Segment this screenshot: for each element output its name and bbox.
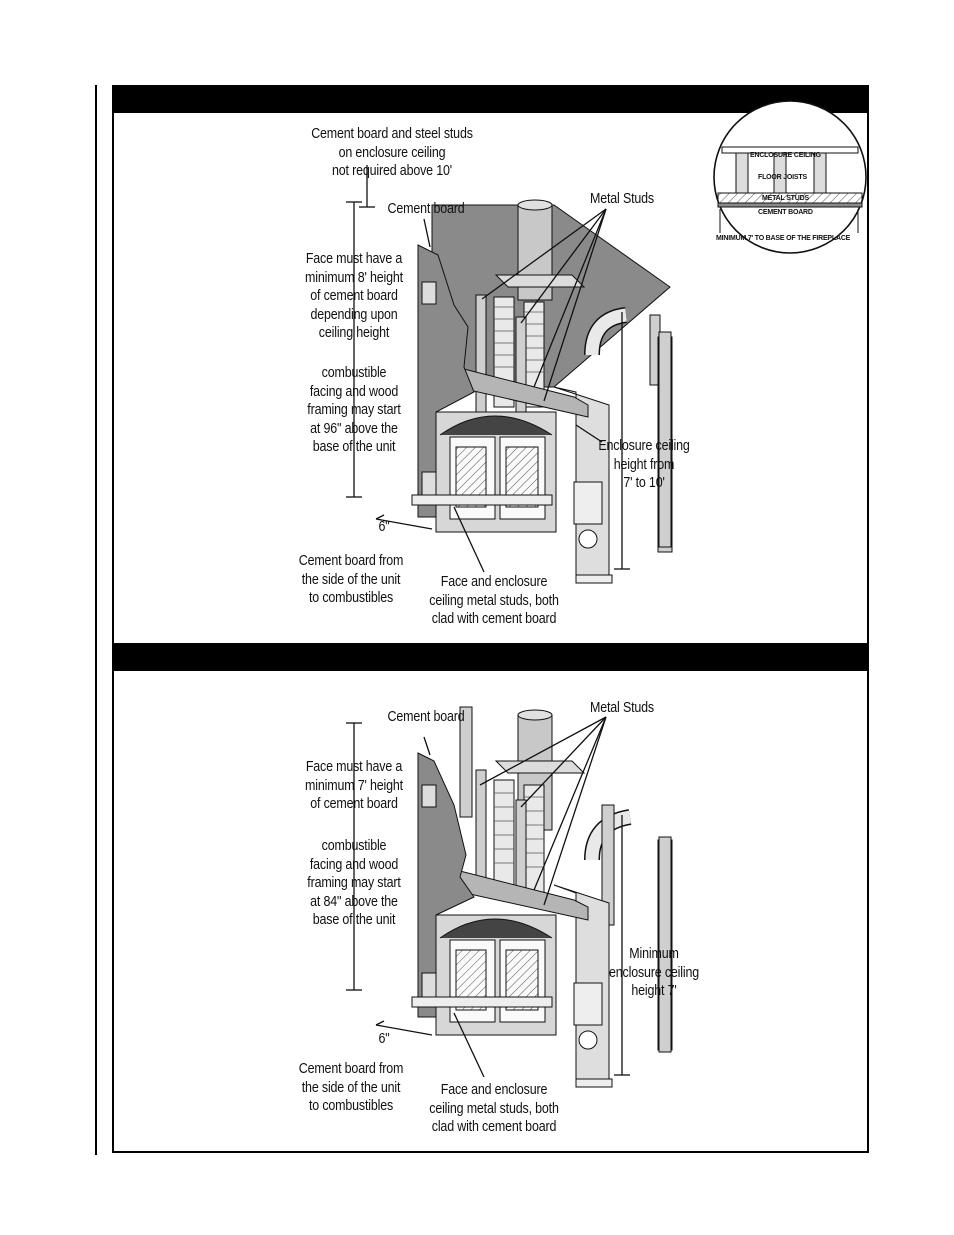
label-face-height: Face must have a minimum 7' height of cement board (305, 759, 403, 812)
label-face-enclosure: Face and enclosure ceiling metal studs, both clad with cement board (429, 574, 559, 627)
label-side-clearance: 6" (378, 519, 390, 535)
label-enclosure-height: Enclosure ceiling height from 7' to 10' (598, 438, 690, 491)
label-combustible: combustible facing and wood framing may start at 96" above the base of the unit (307, 365, 401, 455)
label-metal-studs: Metal Studs (590, 700, 654, 716)
inset-metal-studs: METAL STUDS (762, 195, 809, 202)
fireplace-enclosure-diagram-top (114, 87, 871, 647)
label-cement-steel-ceiling: Cement board and steel studs on enclosure ceiling not required above 10' (311, 126, 473, 179)
label-cement-board: Cement board (387, 201, 465, 217)
inset-enclosure-ceiling: ENCLOSURE CEILING (750, 152, 821, 159)
fireplace-enclosure-diagram-bottom (114, 645, 871, 1155)
label-side-clearance: 6" (378, 1031, 390, 1047)
label-side-cement: Cement board from the side of the unit to combustibles (298, 1061, 404, 1114)
label-metal-studs: Metal Studs (590, 191, 654, 207)
label-face-height: Face must have a minimum 8' height of cement board depending upon ceiling height (305, 251, 403, 341)
inset-floor-joists: FLOOR JOISTS (758, 174, 807, 181)
label-combustible: combustible facing and wood framing may start at 84" above the base of the unit (307, 838, 401, 928)
figure-panel-bottom (112, 643, 869, 1153)
inset-cement-board: CEMENT BOARD (758, 209, 813, 216)
margin-rule (95, 85, 97, 1155)
inset-minimum: MINIMUM 7' TO BASE OF THE FIREPLACE (716, 235, 851, 242)
label-min-enclosure: Minimum enclosure ceiling height 7' (609, 946, 699, 999)
label-face-enclosure: Face and enclosure ceiling metal studs, both clad with cement board (429, 1082, 559, 1135)
figure-panel-top (112, 85, 869, 645)
label-side-cement: Cement board from the side of the unit to combustibles (298, 553, 404, 606)
label-cement-board: Cement board (387, 709, 465, 725)
